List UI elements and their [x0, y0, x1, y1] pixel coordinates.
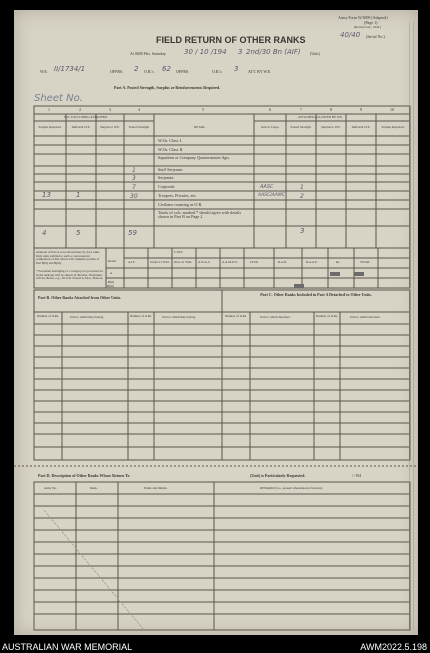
stamp-block-1 — [294, 284, 304, 288]
unit-hand: 2nd/30 Bn (AIF) — [246, 48, 301, 56]
row-label-wo1: W.Os. Class I. — [158, 138, 182, 143]
analysis-col-aif: A.I.F. — [128, 260, 136, 264]
analysis-col-over21: Over 21 Trnd. — [174, 260, 192, 264]
col-number: 4 — [138, 107, 140, 112]
hand-col7-total: 3 — [300, 227, 305, 235]
col-number: 5 — [202, 107, 204, 112]
header-surplus-required: Surplus Required. — [38, 125, 62, 129]
date-hand: 30 / 10 /194 — [184, 48, 227, 56]
header-surplus-required-r: Surplus Required. — [381, 125, 405, 129]
part-b-header-unit2: Unit to which they belong — [162, 315, 196, 319]
analysis-col-aamws: A.A.M.W.S. — [222, 260, 238, 264]
part-d-header-army-no: Army No. — [44, 486, 57, 490]
part-b-header-number2: Number of O.Rs. — [130, 314, 152, 318]
analysis-col-civil: CIVIL — [250, 260, 259, 264]
header-surplus-to-we-r: Surplus to W.E. — [320, 125, 341, 129]
header-posted-strength: Posted Strength — [128, 125, 150, 129]
unit-label: (Unit) — [310, 51, 320, 56]
header-posted-strength-r: Posted Strength. — [290, 125, 312, 129]
part-b-title: Part B. Other Ranks Attached from Other Units. — [38, 295, 122, 300]
header-arm-corps: Arm or Corps. — [260, 125, 280, 129]
stamp-block-2 — [330, 272, 340, 276]
col-number: 10 — [390, 107, 394, 112]
hand-col2-totals: 5 — [76, 229, 81, 237]
hand-col1-privates: 13 — [42, 191, 51, 199]
analysis-col-under21: Under 21 Trnd. — [150, 260, 170, 264]
analysis-row-a: A — [110, 271, 113, 275]
army-form-label: Army Form W.3009 (Adapted) — [338, 15, 388, 20]
part-b-header-number: Number of O.Rs. — [37, 314, 59, 318]
hand-col6-pte: AASC/AAMC — [258, 193, 285, 198]
row-label-sqms: Squadron or Company Quartermaster Sgts. — [158, 155, 231, 160]
we-label: W.E. — [40, 69, 48, 74]
page-label: (Page 1) — [364, 20, 378, 25]
part-d-title-mid: (Unit) is Particularly Requested. — [250, 473, 306, 478]
hand-col7-cpls: 1 — [300, 184, 304, 191]
at-hours-label: At 0600 Hrs. Saturday — [130, 51, 166, 56]
year-hand: 3 — [238, 48, 243, 56]
serial-number-label: (Serial No.) — [366, 34, 385, 39]
part-d-title-date: / /194 — [352, 473, 362, 478]
part-d-header-rank: Rank. — [90, 486, 98, 490]
header-detail: DETAIL. — [194, 125, 207, 129]
col-number: 2 — [79, 107, 81, 112]
header-deficient-we: Deficient W.E. — [71, 125, 91, 129]
part-c-header-number: Number of O.Rs. — [225, 314, 247, 318]
part-b-header-unit: Unit to which they belong — [70, 315, 104, 319]
part-c-header-unit: Unit to which detached — [260, 315, 290, 319]
hand-col4-sgts: 3 — [132, 175, 136, 182]
col-number: 6 — [269, 107, 271, 112]
col-number: 1 — [48, 107, 50, 112]
we-hand: II/1734/1 — [54, 65, 86, 73]
archive-footer — [0, 637, 430, 653]
part-c-title: Part C. Other Ranks Included in Part A Detached to Other Units. — [260, 292, 372, 297]
footer-institution: AUSTRALIAN WAR MEMORIAL — [2, 642, 133, 652]
row-label-corporals: Corporals — [158, 184, 175, 189]
ors2-label: O.R.'s — [212, 69, 222, 74]
row-label-civilians: Civilians counting as O.R. — [158, 202, 203, 207]
analysis-row-biii: B(iii) — [107, 284, 114, 288]
ors-label: O.R.'s — [144, 69, 154, 74]
hand-col2-privates: 1 — [76, 191, 81, 199]
col-number: 3 — [109, 107, 111, 112]
footer-accession: AWM2022.5.198 — [360, 642, 427, 652]
form-sheet — [14, 10, 418, 635]
col-number: 7 — [300, 107, 302, 112]
offrs-label: OFFRS. — [110, 69, 124, 74]
hand-col4-staff: 1 — [132, 167, 136, 174]
group-header-right: ATTACHED ALLOWED BY W.E. — [298, 115, 344, 119]
stamp-block-3 — [354, 272, 364, 276]
ors-hand: 62 — [162, 65, 171, 73]
row-label-serjeants: Serjeants — [158, 175, 174, 180]
col-number: 9 — [360, 107, 362, 112]
form-grid-lines — [14, 10, 418, 635]
header-surplus-to-we: Surplus to W.E. — [99, 125, 120, 129]
part-d-header-name: Name and Initials. — [144, 486, 168, 490]
analysis-detail-label: Detail — [108, 259, 116, 263]
analysis-col-awas: A.W.A.S. — [198, 260, 211, 264]
analysis-row-bii: B(ii) — [108, 280, 115, 284]
part-a-title: Part A. Posted Strength, Surplus or Reinforcements Required. — [114, 85, 221, 90]
hand-col6-cpls: AASC — [260, 184, 274, 190]
analysis-note2: * Personnel belonging to a category not provided for in the analysis will be shown in this line. Particulars will be shown, e.g., 36 O.R. Posted to M.G. Platoon. — [36, 269, 104, 281]
group-header-left: W.E. EXCLUDING ATTACHED. — [64, 115, 108, 119]
part-c-header-unit2: Unit to which detached — [350, 315, 380, 319]
part-d-header-remarks: REMARKS (i.e., present whereabouts if known). — [260, 486, 323, 490]
col-number: 8 — [330, 107, 332, 112]
analysis-col-raaf: R.A.A.F. — [306, 260, 318, 264]
hand-col4-cpls: 7 — [132, 184, 136, 191]
ors2-hand: 3 — [234, 65, 239, 73]
form-title: FIELD RETURN OF OTHER RANKS — [156, 35, 306, 45]
sheet-no-hand: Sheet No. — [34, 93, 83, 104]
analysis-note: Analysis of Part A to be shown here by ALL units. Only units entitled to such a concession in completion of this return will complete portion of Part B(ii) and B(iii). — [36, 250, 101, 266]
revised-label: (Revised Jan., 1943.) — [354, 25, 382, 29]
row-label-wo2: W.Os. Class II. — [158, 147, 184, 152]
hand-col1-totals: 4 — [42, 229, 47, 237]
serial-number-hand: 40/40 — [340, 31, 361, 39]
row-label-totals: Totals of cols. marked * should agree with details shown in Part B on Page 2 — [158, 210, 242, 220]
analysis-col-etc: &c — [336, 260, 340, 264]
analysis-col-total: TOTAL — [360, 260, 371, 264]
row-label-privates: Troopers, Privates, etc. — [158, 193, 197, 198]
row-label-staff-sgts: Staff Serjeants — [158, 167, 183, 172]
header-deficient-we-r: Deficient W.E. — [351, 125, 371, 129]
att-by-we-label: ATT. BY W.E. — [248, 69, 272, 74]
hand-col7-pte: 2 — [300, 193, 304, 200]
part-c-header-number2: Number of O.Rs. — [316, 314, 338, 318]
offrs-hand: 2 — [134, 65, 139, 73]
hand-col4-total: 59 — [128, 229, 137, 237]
part-d-title: Part D. Description of Other Ranks Whose Return To — [38, 473, 130, 478]
hand-col4-pte: 30 — [130, 193, 138, 200]
analysis-col-ran: R.A.N. — [278, 260, 288, 264]
offrs2-label: OFFRS. — [176, 69, 190, 74]
analysis-cmf-label: C.M.F. — [174, 250, 183, 254]
